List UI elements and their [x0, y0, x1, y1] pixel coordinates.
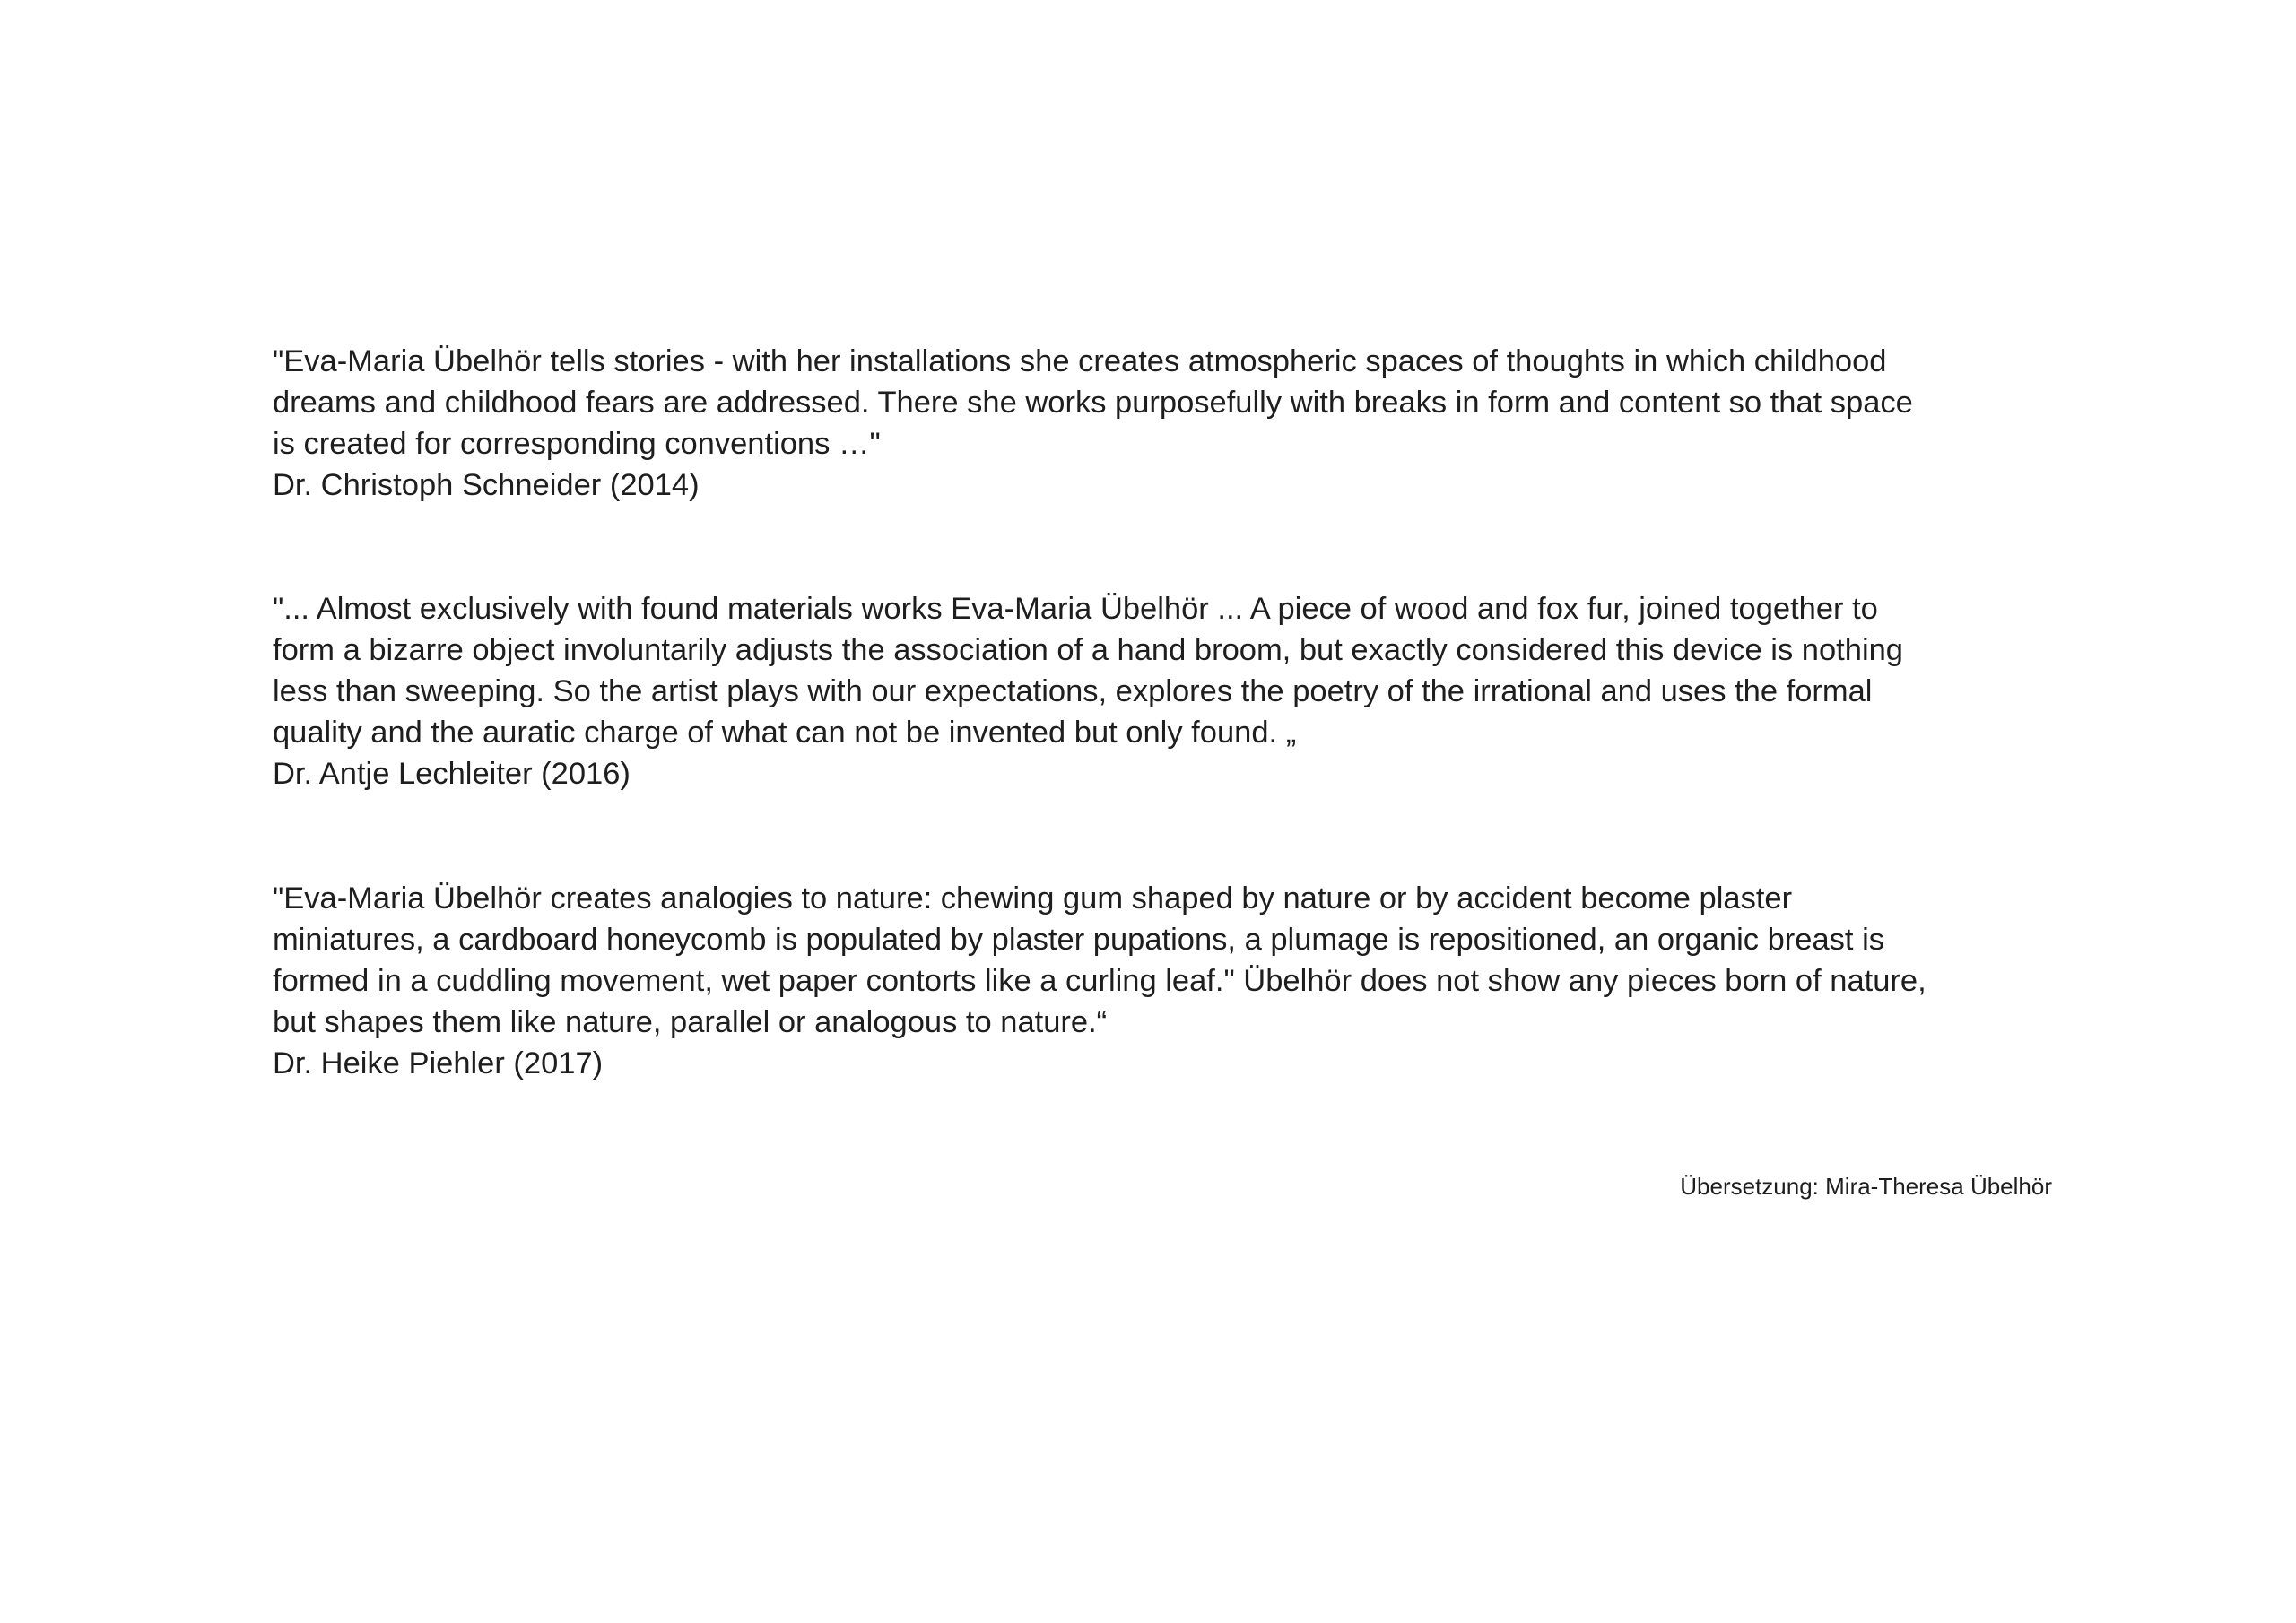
quote-line: dreams and childhood fears are addressed. There she works purposefully with breaks in form and content so that space	[273, 386, 1913, 420]
translation-credit: Übersetzung: Mira-Theresa Übelhör	[1680, 1173, 2052, 1200]
quote-block	[273, 878, 2066, 1084]
quote-line: but shapes them like nature, parallel or analogous to nature.“	[273, 1005, 1108, 1039]
quote-block	[273, 588, 2066, 794]
quote-line: miniatures, a cardboard honeycomb is populated by plaster pupations, a plumage is repositioned, an organic breast is	[273, 923, 1884, 957]
quote-author: Dr. Heike Piehler (2017)	[273, 1046, 604, 1081]
quote-author: Dr. Christoph Schneider (2014)	[273, 468, 700, 502]
quote-line: is created for corresponding conventions …"	[273, 427, 881, 461]
quote-text	[273, 588, 2066, 794]
quote-line: "... Almost exclusively with found materials works Eva-Maria Übelhör ... A piece of wood and fox fur, joined together to	[273, 592, 1878, 626]
quote-text	[273, 341, 2066, 506]
quote-line: "Eva-Maria Übelhör tells stories - with her installations she creates atmospheric spaces of thoughts in which childhood	[273, 344, 1887, 378]
quote-block	[273, 341, 2066, 506]
quote-author: Dr. Antje Lechleiter (2016)	[273, 757, 631, 791]
quote-text	[273, 878, 2066, 1084]
quote-line: quality and the auratic charge of what can not be invented but only found. „	[273, 716, 1297, 750]
quote-line: "Eva-Maria Übelhör creates analogies to nature: chewing gum shaped by nature or by accident become plaster	[273, 881, 1793, 916]
quote-line: formed in a cuddling movement, wet paper contorts like a curling leaf." Übelhör does not show any pieces born of nature,	[273, 964, 1926, 998]
quote-line: form a bizarre object involuntarily adjusts the association of a hand broom, but exactly considered this device is nothing	[273, 633, 1903, 667]
quote-line: less than sweeping. So the artist plays with our expectations, explores the poetry of the irrational and uses the formal	[273, 674, 1873, 708]
